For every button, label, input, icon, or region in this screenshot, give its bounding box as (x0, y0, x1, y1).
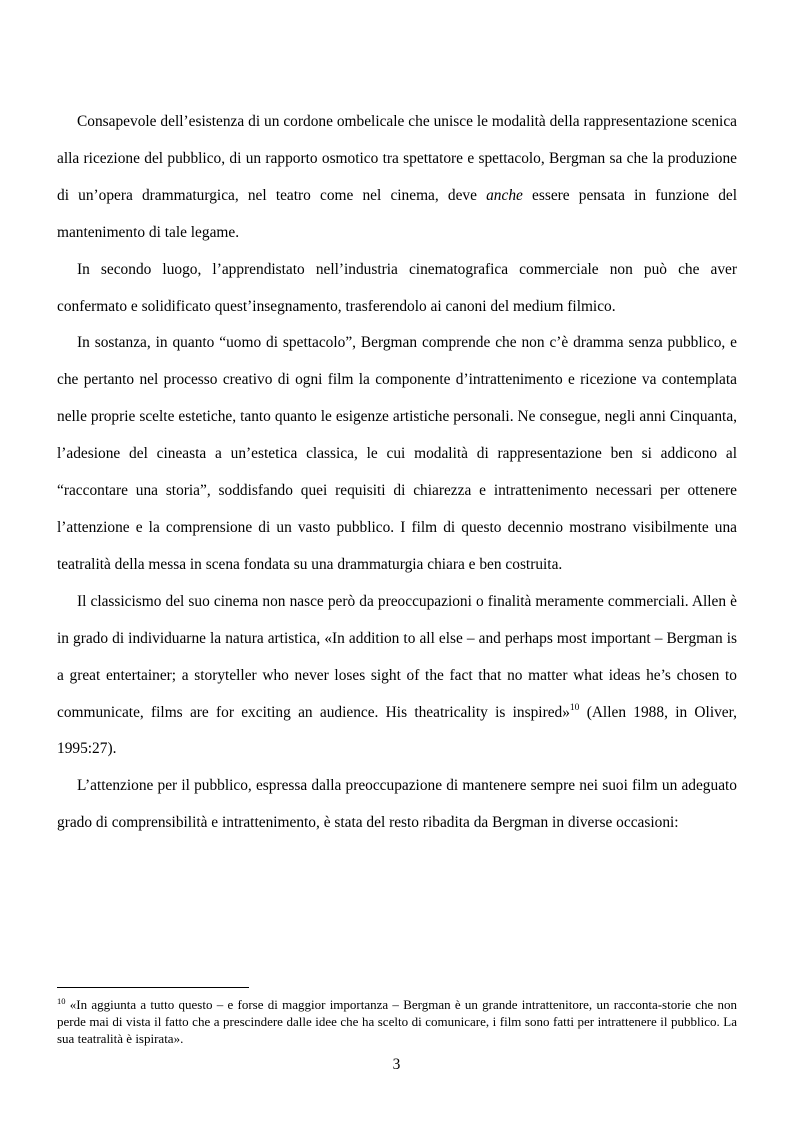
footnote-number: 10 (57, 996, 66, 1006)
paragraph-1 (57, 104, 737, 252)
paragraph-4 (57, 584, 737, 769)
paragraph-1-text-b: essere pensata in funzione del mantenimento di tale legame. (57, 186, 738, 241)
paragraph-3: In sostanza, in quanto “uomo di spettacolo”, Bergman comprende che non c’è dramma senza pubblico, e che pertanto nel processo creativo di ogni film la componente d’intrattenimento e ricezione va contemplata nelle proprie scelte estetiche, tanto quanto le esigenze artistiche personali. Ne consegue, negli anni Cinquanta, l’adesione del cineasta a un’estetica classica, le cui modalità di rappresentazione ben si addicono al “raccontare una storia”, soddisfando quei requisiti di chiarezza e intrattenimento necessari per ottenere l’attenzione e la comprensione di un vasto pubblico. I film di questo decennio mostrano visibilmente una teatralità della messa in scena fondata su una drammaturgia chiara e ben costruita. (57, 334, 737, 573)
paragraph-5: L’attenzione per il pubblico, espressa dalla preoccupazione di mantenere sempre nei suoi film un adeguato grado di comprensibilità e intrattenimento, è stata del resto ribadita da Bergman in diverse occasioni: (57, 777, 737, 832)
footnote (57, 996, 737, 1048)
paragraph-2: In secondo luogo, l’apprendistato nell’industria cinematografica commerciale non può che aver confermato e solidificato quest’insegnamento, trasferendolo ai canoni del medium filmico. (57, 260, 737, 315)
footnote-reference[interactable]: 10 (569, 702, 580, 713)
footnote-separator (57, 987, 249, 988)
body-text (57, 104, 737, 842)
footnote-text: «In aggiunta a tutto questo – e forse di maggior importanza – Bergman è un grande intrattenitore, un racconta-storie che non perde mai di vista il fatto che a prescindere dalle idee che ha scelto di comunicare, i film sono fatti per intrattenere il pubblico. La sua teatralità è ispirata». (57, 997, 737, 1047)
paragraph-1-emphasis: anche (486, 186, 523, 204)
paragraph-4-text-b: (Allen 1988, in Oliver, 1995:27). (57, 703, 737, 758)
paragraph-4-text-a: Il classicismo del suo cinema non nasce però da preoccupazioni o finalità meramente commerciali. Allen è in grado di individuarne la natura artistica, «In addition to all else – and perhaps most important – Bergman is a great entertainer; a storyteller who never loses sight of the fact that no matter what ideas he’s chosen to communicate, films are for exciting an audience. His theatricality is inspired» (57, 592, 737, 721)
paragraph-1-text-a: Consapevole dell’esistenza di un cordone ombelicale che unisce le modalità della rappresentazione scenica alla ricezione del pubblico, di un rapporto osmotico tra spettatore e spettacolo, Bergman sa che la produzione di un’opera drammaturgica, nel teatro come nel cinema, deve (57, 113, 737, 204)
page-number: 3 (392, 1056, 401, 1073)
